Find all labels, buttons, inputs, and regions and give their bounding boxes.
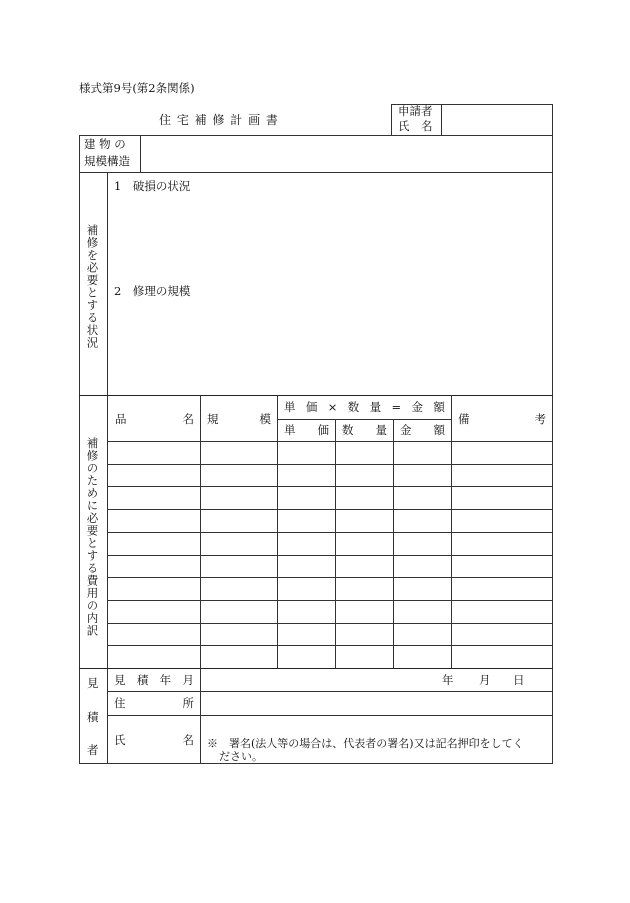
remarks-cell[interactable] [455, 514, 549, 528]
item-cell[interactable] [111, 514, 197, 528]
row-divider [107, 600, 553, 601]
quantity-cell[interactable] [339, 560, 390, 574]
spec-cell[interactable] [204, 650, 274, 664]
remarks-cell[interactable] [455, 628, 549, 642]
item-cell[interactable] [111, 469, 197, 483]
cost-side-label: 補修のために必要とする費用の内訳 [85, 437, 100, 637]
row-divider [107, 486, 553, 487]
row-divider [107, 555, 553, 556]
unit-price-cell[interactable] [281, 491, 332, 505]
formula-token: 単 [284, 400, 296, 414]
form-id: 様式第9号(第2条関係) [79, 81, 195, 95]
damage-status-field[interactable] [108, 196, 551, 282]
building-label-line1: 建 物 の [84, 137, 126, 151]
unit-price-cell[interactable] [281, 446, 332, 460]
remarks-cell[interactable] [455, 537, 549, 551]
item-cell[interactable] [111, 628, 197, 642]
address-label: 住 所 [114, 696, 194, 710]
amount-cell[interactable] [397, 491, 448, 505]
item-cell[interactable] [111, 650, 197, 664]
amount-cell[interactable] [397, 628, 448, 642]
amount-cell[interactable] [397, 469, 448, 483]
quantity-cell[interactable] [339, 446, 390, 460]
quantity-cell[interactable] [339, 469, 390, 483]
quantity-cell[interactable] [339, 491, 390, 505]
col-unit-price-header: 単 価 [284, 423, 329, 437]
unit-price-cell[interactable] [281, 628, 332, 642]
spec-cell[interactable] [204, 628, 274, 642]
row-divider [107, 623, 553, 624]
amount-cell[interactable] [397, 446, 448, 460]
remarks-cell[interactable] [455, 469, 549, 483]
date-unit-day: 日 [513, 673, 525, 687]
quantity-cell[interactable] [339, 628, 390, 642]
remarks-cell[interactable] [455, 491, 549, 505]
name-label: 氏 名 [114, 733, 194, 747]
quantity-cell[interactable] [339, 514, 390, 528]
repair-scale-label: 2 修理の規模 [114, 284, 191, 298]
remarks-cell[interactable] [455, 560, 549, 574]
form-title: 住 宅 補 修 計 画 書 [159, 113, 279, 127]
remarks-cell[interactable] [455, 605, 549, 619]
spec-cell[interactable] [204, 514, 274, 528]
row-divider [107, 532, 553, 533]
col-quantity-header: 数 量 [342, 423, 387, 437]
col-item-header: 品 名 [115, 412, 194, 426]
situation-side-label: 補修を必要とする状況 [85, 224, 100, 349]
estimator-side-char-3: 者 [87, 743, 99, 757]
col-amount-header: 金 額 [400, 423, 445, 437]
spec-cell[interactable] [204, 469, 274, 483]
estimator-side-char-2: 積 [87, 710, 99, 724]
formula-token: 金 [411, 400, 424, 414]
spec-cell[interactable] [204, 537, 274, 551]
estimate-date-label: 見 積 年 月 [114, 673, 194, 687]
spec-cell[interactable] [204, 560, 274, 574]
spec-cell[interactable] [204, 446, 274, 460]
col-spec-header: 規 模 [207, 412, 271, 426]
applicant-label-line2: 氏 名 [398, 119, 433, 133]
date-unit-year: 年 [442, 673, 454, 687]
quantity-cell[interactable] [339, 537, 390, 551]
date-unit-month: 月 [479, 673, 491, 687]
item-cell[interactable] [111, 446, 197, 460]
remarks-cell[interactable] [455, 650, 549, 664]
signature-note: ※ 署名(法人等の場合は、代表者の署名)又は記名押印をしてく ださい。 [207, 737, 524, 763]
estimate-date-field[interactable] [201, 669, 551, 690]
spec-cell[interactable] [204, 582, 274, 596]
row-divider [107, 509, 553, 510]
unit-price-cell[interactable] [281, 582, 332, 596]
estimator-side-char-1: 見 [87, 676, 99, 690]
item-cell[interactable] [111, 560, 197, 574]
amount-cell[interactable] [397, 537, 448, 551]
quantity-cell[interactable] [339, 605, 390, 619]
remarks-cell[interactable] [455, 582, 549, 596]
amount-cell[interactable] [397, 514, 448, 528]
row-divider [107, 577, 553, 578]
amount-cell[interactable] [397, 560, 448, 574]
quantity-cell[interactable] [339, 650, 390, 664]
spec-cell[interactable] [204, 491, 274, 505]
unit-price-cell[interactable] [281, 605, 332, 619]
quantity-cell[interactable] [339, 582, 390, 596]
repair-scale-field[interactable] [108, 301, 551, 394]
building-label-line2: 規模構造 [84, 154, 130, 168]
row-divider [107, 464, 553, 465]
amount-cell[interactable] [397, 582, 448, 596]
applicant-name-field[interactable] [442, 105, 552, 134]
unit-price-cell[interactable] [281, 650, 332, 664]
col-formula-header [284, 402, 445, 414]
formula-token: 量 [369, 400, 382, 414]
unit-price-cell[interactable] [281, 469, 332, 483]
formula-token: 額 [433, 400, 445, 414]
damage-status-label: 1 破損の状況 [114, 179, 191, 193]
remarks-cell[interactable] [455, 446, 549, 460]
formula-token: × [327, 400, 338, 414]
spec-cell[interactable] [204, 605, 274, 619]
unit-price-cell[interactable] [281, 537, 332, 551]
unit-price-cell[interactable] [281, 560, 332, 574]
col-remarks-header: 備 考 [458, 412, 546, 426]
formula-token: = [391, 400, 402, 414]
unit-price-cell[interactable] [281, 514, 332, 528]
amount-cell[interactable] [397, 605, 448, 619]
address-field[interactable] [201, 692, 551, 714]
formula-token: 数 [347, 400, 360, 414]
item-cell[interactable] [111, 582, 197, 596]
amount-cell[interactable] [397, 650, 448, 664]
formula-token: 価 [305, 400, 318, 414]
applicant-label-line1: 申請者 [398, 104, 433, 118]
item-cell[interactable] [111, 605, 197, 619]
item-cell[interactable] [111, 491, 197, 505]
building-structure-field[interactable] [141, 136, 551, 171]
item-cell[interactable] [111, 537, 197, 551]
row-divider [107, 645, 553, 646]
